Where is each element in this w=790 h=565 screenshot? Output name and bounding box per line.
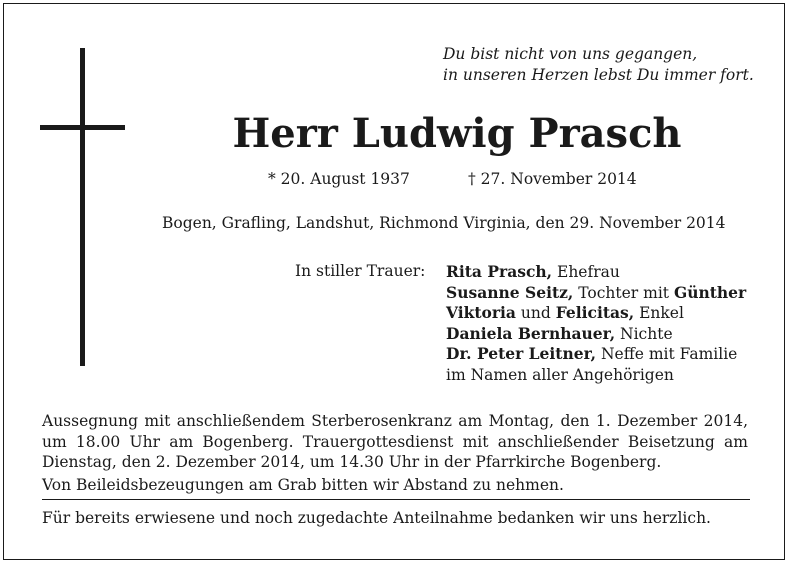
deceased-name-block — [0, 110, 790, 158]
mourner-relation: Neffe mit Familie — [596, 345, 738, 363]
mourner-name: Günther — [673, 282, 747, 302]
condolence-note: Von Beileidsbezeugungen am Grab bitten wir Abstand zu nehmen. — [42, 476, 564, 494]
mourner-line — [446, 344, 746, 365]
mourner-name: Daniela Bernhauer, — [446, 323, 616, 343]
birth-date: * 20. August 1937 — [268, 170, 410, 188]
mourner-name: Dr. Peter Leitner, — [446, 344, 597, 363]
mourner-name: Viktoria — [446, 303, 516, 322]
mourner-line — [446, 324, 746, 345]
divider — [42, 499, 750, 500]
mourner-relation: und — [515, 304, 556, 322]
mourner-name: Rita Prasch, — [446, 262, 553, 281]
mourner-name: Felicitas, — [555, 303, 635, 322]
motto — [443, 44, 754, 86]
mourners-label: In stiller Trauer: — [295, 262, 426, 280]
mourners-list — [446, 262, 746, 385]
mourner-name: Susanne Seitz, — [446, 282, 574, 302]
cross-vertical-bar — [80, 48, 85, 366]
mourner-line — [446, 283, 746, 304]
deceased-name: Herr Ludwig Prasch — [232, 110, 682, 157]
mourner-line — [446, 262, 746, 283]
mourner-relation: Nichte — [615, 324, 673, 343]
place-and-date: Bogen, Grafling, Landshut, Richmond Virginia, den 29. November 2014 — [162, 214, 726, 232]
mourner-relation: im Namen aller Angehörigen — [446, 365, 674, 384]
mourner-relation: Ehefrau — [552, 263, 620, 281]
funeral-details: Aussegnung mit anschließendem Sterberosenkranz am Montag, den 1. Dezember 2014, um 18.00 Uhr am Bogenberg. Trauergottesdienst mit anschließender Beisetzung am Dienstag, den 2. Dezember 2014, um 14.30 Uhr in der Pfarrkirche Bogenberg. — [42, 412, 748, 471]
mourner-relation: Enkel — [634, 304, 684, 322]
mourner-relation: Tochter mit — [573, 283, 674, 302]
death-date: † 27. November 2014 — [468, 170, 637, 188]
mourner-line — [446, 365, 746, 386]
motto-line-2: in unseren Herzen lebst Du immer fort. — [443, 66, 754, 84]
motto-line-1: Du bist nicht von uns gegangen, — [443, 45, 698, 63]
mourner-line — [446, 303, 746, 324]
thanks-note: Für bereits erwiesene und noch zugedachte Anteilnahme bedanken wir uns herzlich. — [42, 509, 711, 527]
